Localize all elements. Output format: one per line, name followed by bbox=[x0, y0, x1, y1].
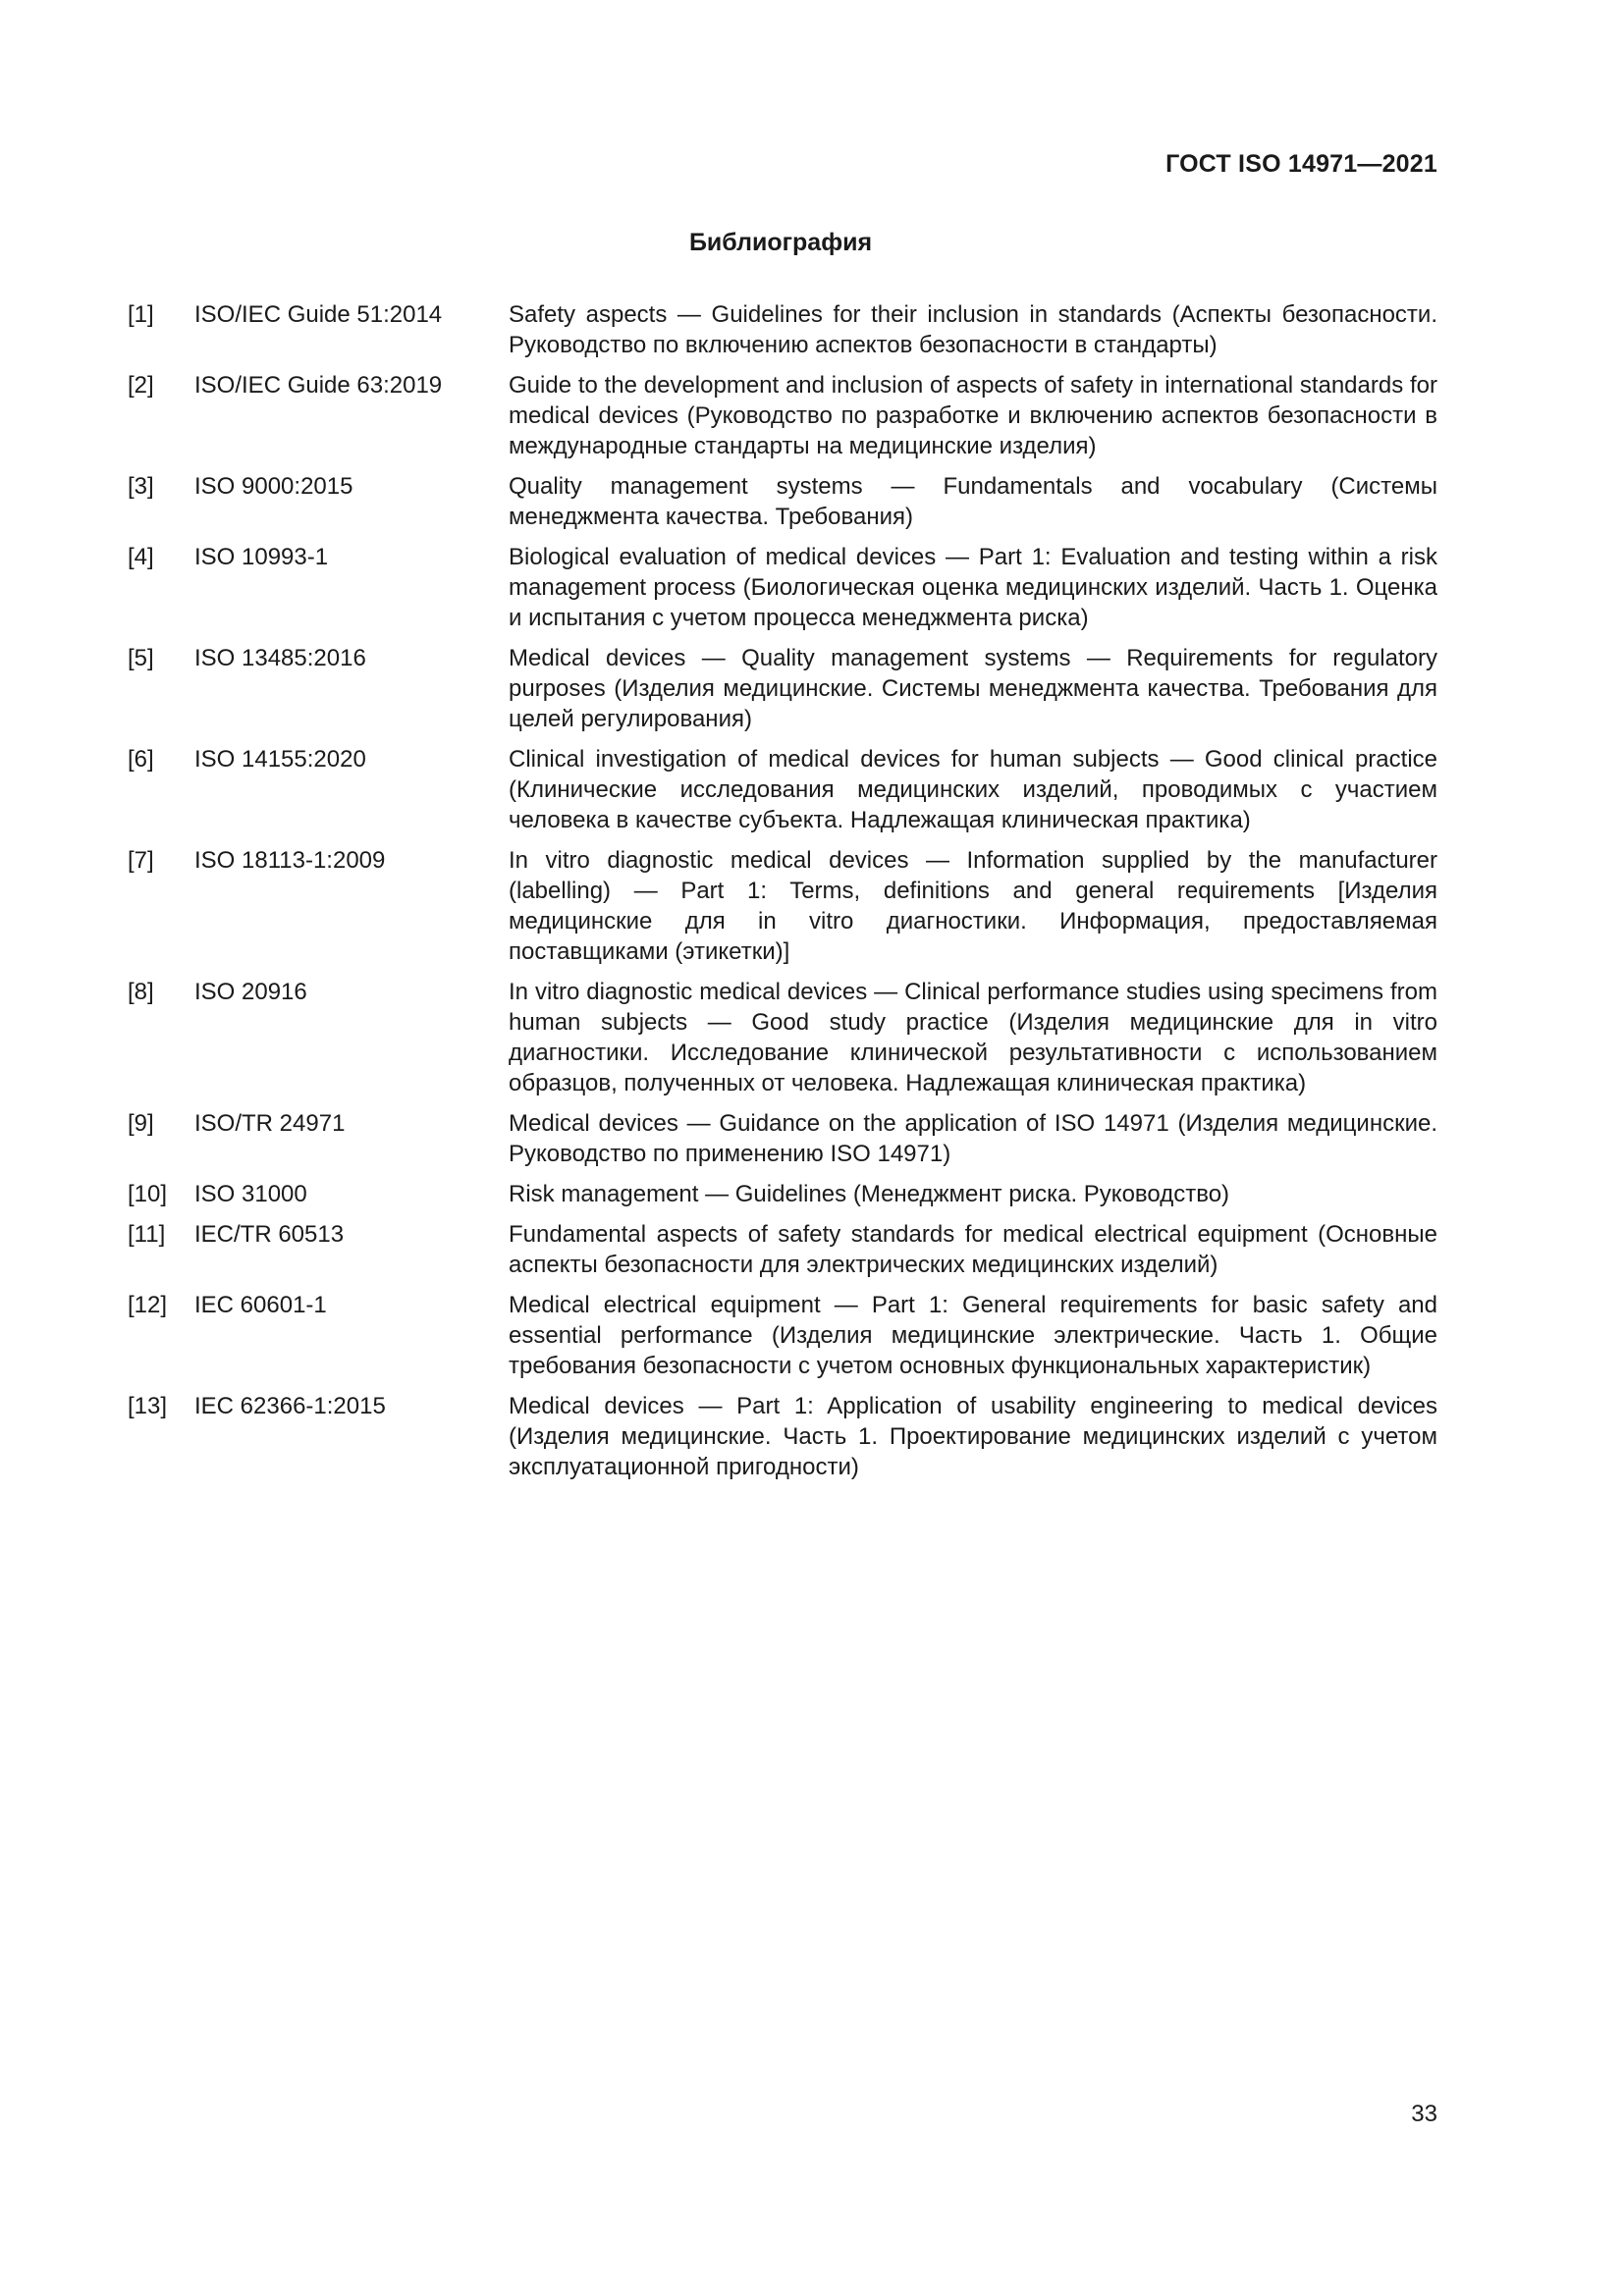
document-standard-header: ГОСТ ISO 14971—2021 bbox=[1165, 150, 1437, 178]
entry-number: [11] bbox=[128, 1221, 166, 1248]
entry-number: [1] bbox=[128, 301, 154, 328]
entry-number: [10] bbox=[128, 1181, 168, 1207]
bibliography-entry bbox=[128, 977, 1437, 1098]
entry-title: In vitro diagnostic medical devices — Information supplied by the manufacturer (labelling) — Part 1: Terms, definitions and general requirements [Изделия медицинские для in vitro диагностики. Информация, предоставляемая поставщиками (этикетки)] bbox=[509, 847, 1437, 965]
entry-number: [8] bbox=[128, 979, 154, 1005]
bibliography-entry bbox=[128, 1219, 1437, 1280]
entry-code: ISO/TR 24971 bbox=[194, 1110, 346, 1137]
entry-title: Risk management — Guidelines (Менеджмент риска. Руководство) bbox=[509, 1181, 1230, 1207]
bibliography-entry bbox=[128, 643, 1437, 734]
entry-title: Safety aspects — Guidelines for their inclusion in standards (Аспекты безопасности. Руководство по включению аспектов безопасности в стандарты) bbox=[509, 301, 1437, 358]
entry-code: ISO 31000 bbox=[194, 1181, 307, 1207]
page-title: Библиография bbox=[688, 229, 873, 256]
entry-number: [5] bbox=[128, 645, 154, 671]
entry-number: [7] bbox=[128, 847, 154, 874]
entry-number: [2] bbox=[128, 372, 154, 399]
bibliography-entry bbox=[128, 1179, 1437, 1209]
bibliography-entry bbox=[128, 542, 1437, 633]
page-number: 33 bbox=[1411, 2101, 1437, 2127]
entry-code: ISO 14155:2020 bbox=[194, 746, 366, 773]
entry-title: Medical devices — Part 1: Application of usability engineering to medical devices (Изделия медицинские. Часть 1. Проектирование медицинских изделий с учетом эксплуатационной пригодности) bbox=[509, 1393, 1437, 1480]
bibliography-entry bbox=[128, 744, 1437, 835]
entry-title: Medical electrical equipment — Part 1: General requirements for basic safety and essential performance (Изделия медицинские электрические. Часть 1. Общие требования безопасности с учетом основных функциональных характеристик) bbox=[509, 1292, 1437, 1379]
bibliography-list bbox=[128, 299, 1437, 1492]
entry-code: IEC 60601-1 bbox=[194, 1292, 327, 1318]
entry-code: ISO 20916 bbox=[194, 979, 307, 1005]
entry-code: ISO 9000:2015 bbox=[194, 473, 353, 500]
entry-code: IEC/TR 60513 bbox=[194, 1221, 345, 1248]
entry-number: [6] bbox=[128, 746, 154, 773]
entry-title: Guide to the development and inclusion of aspects of safety in international standards for medical devices (Руководство по разработке и включению аспектов безопасности в международные стандарты на медицинские изделия) bbox=[509, 372, 1437, 459]
bibliography-entry bbox=[128, 1290, 1437, 1381]
entry-number: [4] bbox=[128, 544, 154, 570]
entry-title: Fundamental aspects of safety standards for medical electrical equipment (Основные аспекты безопасности для электрических медицинских изделий) bbox=[509, 1221, 1437, 1278]
entry-title: Medical devices — Guidance on the application of ISO 14971 (Изделия медицинские. Руководство по применению ISO 14971) bbox=[509, 1110, 1437, 1167]
entry-title: In vitro diagnostic medical devices — Clinical performance studies using specimens from human subjects — Good study practice (Изделия медицинские для in vitro диагностики. Исследование клинической результативности с использованием образцов, полученных от человека. Надлежащая клиническая практика) bbox=[509, 979, 1437, 1096]
entry-number: [3] bbox=[128, 473, 154, 500]
entry-code: ISO/IEC Guide 51:2014 bbox=[194, 301, 443, 328]
entry-number: [9] bbox=[128, 1110, 154, 1137]
entry-title: Biological evaluation of medical devices — Part 1: Evaluation and testing within a risk management process (Биологическая оценка медицинских изделий. Часть 1. Оценка и испытания с учетом процесса менеджмента риска) bbox=[509, 544, 1437, 631]
bibliography-entry bbox=[128, 370, 1437, 461]
entry-code: IEC 62366-1:2015 bbox=[194, 1393, 386, 1419]
entry-title: Quality management systems — Fundamentals and vocabulary (Системы менеджмента качества. Требования) bbox=[509, 473, 1437, 530]
bibliography-entry bbox=[128, 471, 1437, 532]
bibliography-entry bbox=[128, 845, 1437, 967]
entry-title: Medical devices — Quality management systems — Requirements for regulatory purposes (Изделия медицинские. Системы менеджмента качества. Требования для целей регулирования) bbox=[509, 645, 1437, 732]
entry-code: ISO 18113-1:2009 bbox=[194, 847, 386, 874]
entry-code: ISO 13485:2016 bbox=[194, 645, 366, 671]
entry-code: ISO/IEC Guide 63:2019 bbox=[194, 372, 443, 399]
entry-code: ISO 10993-1 bbox=[194, 544, 329, 570]
bibliography-entry bbox=[128, 299, 1437, 360]
entry-title: Clinical investigation of medical devices for human subjects — Good clinical practice (Клинические исследования медицинских изделий, проводимых с участием человека в качестве субъекта. Надлежащая клиническая практика) bbox=[509, 746, 1437, 833]
bibliography-entry bbox=[128, 1108, 1437, 1169]
entry-number: [13] bbox=[128, 1393, 168, 1419]
bibliography-entry bbox=[128, 1391, 1437, 1482]
entry-number: [12] bbox=[128, 1292, 168, 1318]
